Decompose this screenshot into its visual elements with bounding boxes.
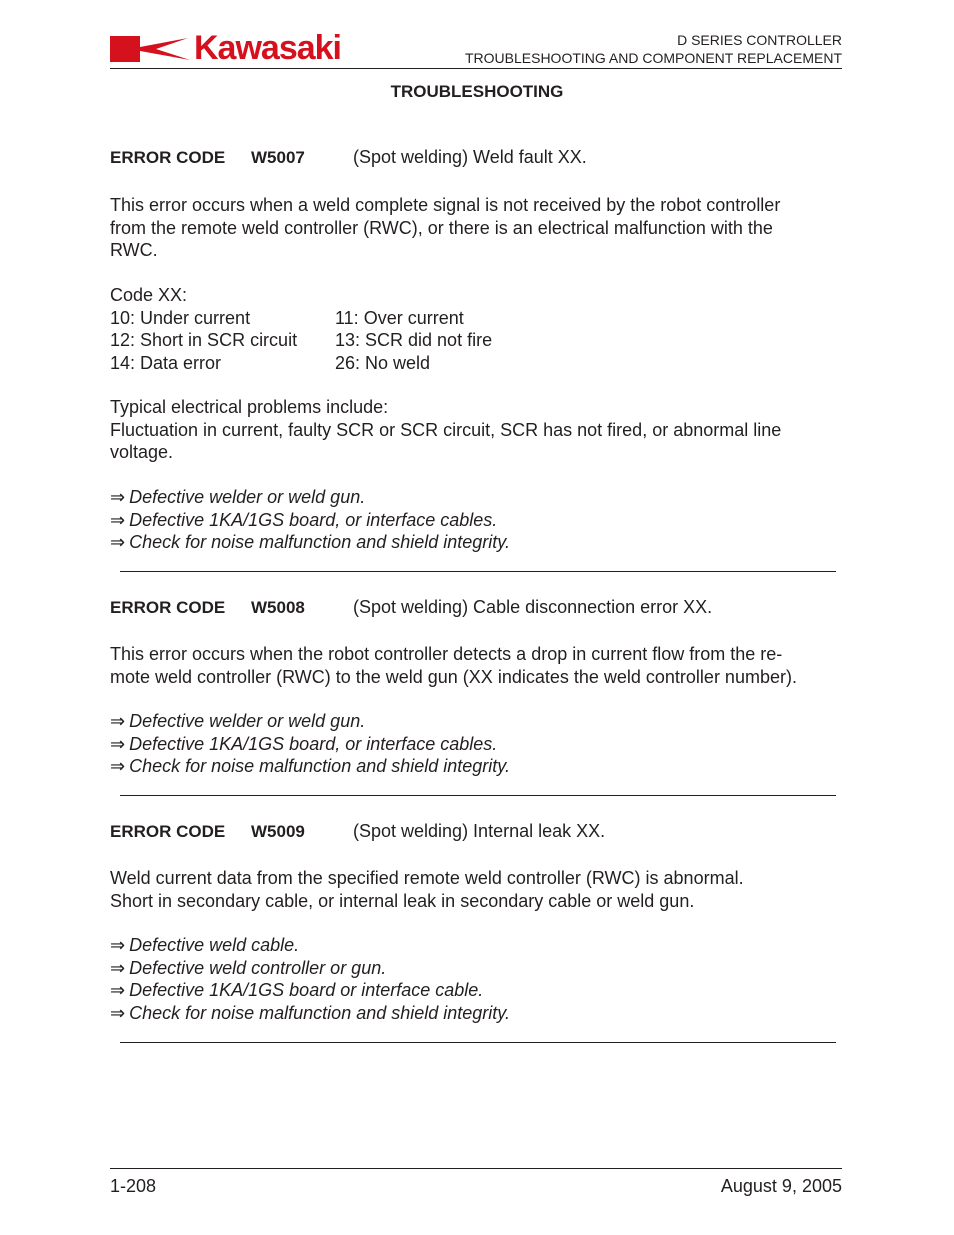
code-item: 10: Under current <box>110 307 251 328</box>
series-title: D SERIES CONTROLLER <box>677 32 842 48</box>
error-code-label: ERROR CODE <box>110 148 226 167</box>
code-row <box>110 307 710 330</box>
error-code: W5007 <box>251 148 305 167</box>
action-text: Defective welder or weld gun. <box>129 487 366 507</box>
action-list <box>110 710 510 778</box>
error-description <box>110 643 797 688</box>
error-code-label: ERROR CODE <box>110 822 226 841</box>
code-item: 13: SCR did not fire <box>335 330 493 350</box>
code-row <box>110 352 710 375</box>
list-item <box>110 486 510 509</box>
list-item <box>110 979 510 1002</box>
error-description <box>110 867 744 912</box>
list-item <box>110 755 510 778</box>
code-item: 12: Short in SCR circuit <box>110 330 298 350</box>
codes-heading: Code XX: <box>110 285 188 305</box>
code-table <box>110 284 710 374</box>
problems-line: voltage. <box>110 442 174 462</box>
description-line: This error occurs when the robot controller detects a drop in current flow from the re- <box>110 644 783 664</box>
page-number: 1-208 <box>110 1176 157 1196</box>
section-separator <box>120 795 836 796</box>
list-item <box>110 934 510 957</box>
error-title: (Spot welding) Internal leak XX. <box>353 821 606 841</box>
list-item <box>110 531 510 554</box>
brand-wordmark: Kawasaki <box>194 29 341 67</box>
problems-heading: Typical electrical problems include: <box>110 397 389 417</box>
action-text: Check for noise malfunction and shield integrity. <box>129 532 510 552</box>
arrow-icon: ⇒ <box>110 711 126 731</box>
arrow-icon: ⇒ <box>110 733 126 754</box>
error-code: W5009 <box>251 822 305 841</box>
action-text: Check for noise malfunction and shield integrity. <box>129 756 510 776</box>
description-line: Weld current data from the specified remote weld controller (RWC) is abnormal. <box>110 868 744 888</box>
kawasaki-logo <box>110 29 388 67</box>
code-row <box>110 329 710 352</box>
error-heading-w5009 <box>110 821 606 842</box>
list-item <box>110 710 510 733</box>
action-list <box>110 486 510 554</box>
list-item <box>110 1002 510 1025</box>
problems-block <box>110 396 781 464</box>
arrow-icon: ⇒ <box>110 487 126 507</box>
action-text: Defective 1KA/1GS board, or interface cables. <box>129 509 498 530</box>
action-text: Defective weld cable. <box>129 935 300 955</box>
action-text: Defective weld controller or gun. <box>129 957 387 978</box>
code-item: 26: No weld <box>335 352 431 373</box>
document-subtitle: TROUBLESHOOTING AND COMPONENT REPLACEMENT <box>464 50 842 66</box>
arrow-icon: ⇒ <box>110 532 126 552</box>
description-line: RWC. <box>110 240 158 260</box>
list-item <box>110 733 510 756</box>
arrow-icon: ⇒ <box>110 980 126 1000</box>
arrow-icon: ⇒ <box>110 935 126 955</box>
section-separator <box>120 571 836 572</box>
document-date: August 9, 2005 <box>720 1176 842 1196</box>
description-line: mote weld controller (RWC) to the weld gun (XX indicates the weld controller number). <box>110 666 797 687</box>
problems-line: Fluctuation in current, faulty SCR or SCR circuit, SCR has not fired, or abnormal line <box>110 419 782 440</box>
list-item <box>110 957 510 980</box>
action-text: Defective 1KA/1GS board, or interface cables. <box>129 733 498 754</box>
arrow-icon: ⇒ <box>110 509 126 530</box>
description-line: Short in secondary cable, or internal leak in secondary cable or weld gun. <box>110 890 695 911</box>
arrow-icon: ⇒ <box>110 756 126 776</box>
section-title: TROUBLESHOOTING <box>390 82 564 101</box>
action-text: Defective welder or weld gun. <box>129 711 366 731</box>
arrow-icon: ⇒ <box>110 957 126 978</box>
action-text: Defective 1KA/1GS board or interface cable. <box>129 980 484 1000</box>
description-line: This error occurs when a weld complete signal is not received by the robot controller <box>110 195 781 215</box>
footer-rule <box>110 1168 842 1169</box>
code-item: 11: Over current <box>335 307 464 328</box>
action-text: Check for noise malfunction and shield integrity. <box>129 1002 510 1023</box>
kawasaki-river-mark-icon <box>110 32 194 64</box>
header-rule <box>110 68 842 69</box>
error-code: W5008 <box>251 598 305 617</box>
error-title: (Spot welding) Weld fault XX. <box>353 147 587 167</box>
section-separator <box>120 1042 836 1043</box>
error-title: (Spot welding) Cable disconnection error XX. <box>353 597 713 617</box>
document-header <box>465 31 842 67</box>
arrow-icon: ⇒ <box>110 1002 126 1023</box>
error-heading-w5007 <box>110 147 587 168</box>
error-heading-w5008 <box>110 597 713 618</box>
error-description <box>110 194 780 262</box>
error-code-label: ERROR CODE <box>110 598 226 617</box>
description-line: from the remote weld controller (RWC), or there is an electrical malfunction with the <box>110 217 773 238</box>
action-list <box>110 934 510 1024</box>
code-item: 14: Data error <box>110 352 222 373</box>
list-item <box>110 509 510 532</box>
